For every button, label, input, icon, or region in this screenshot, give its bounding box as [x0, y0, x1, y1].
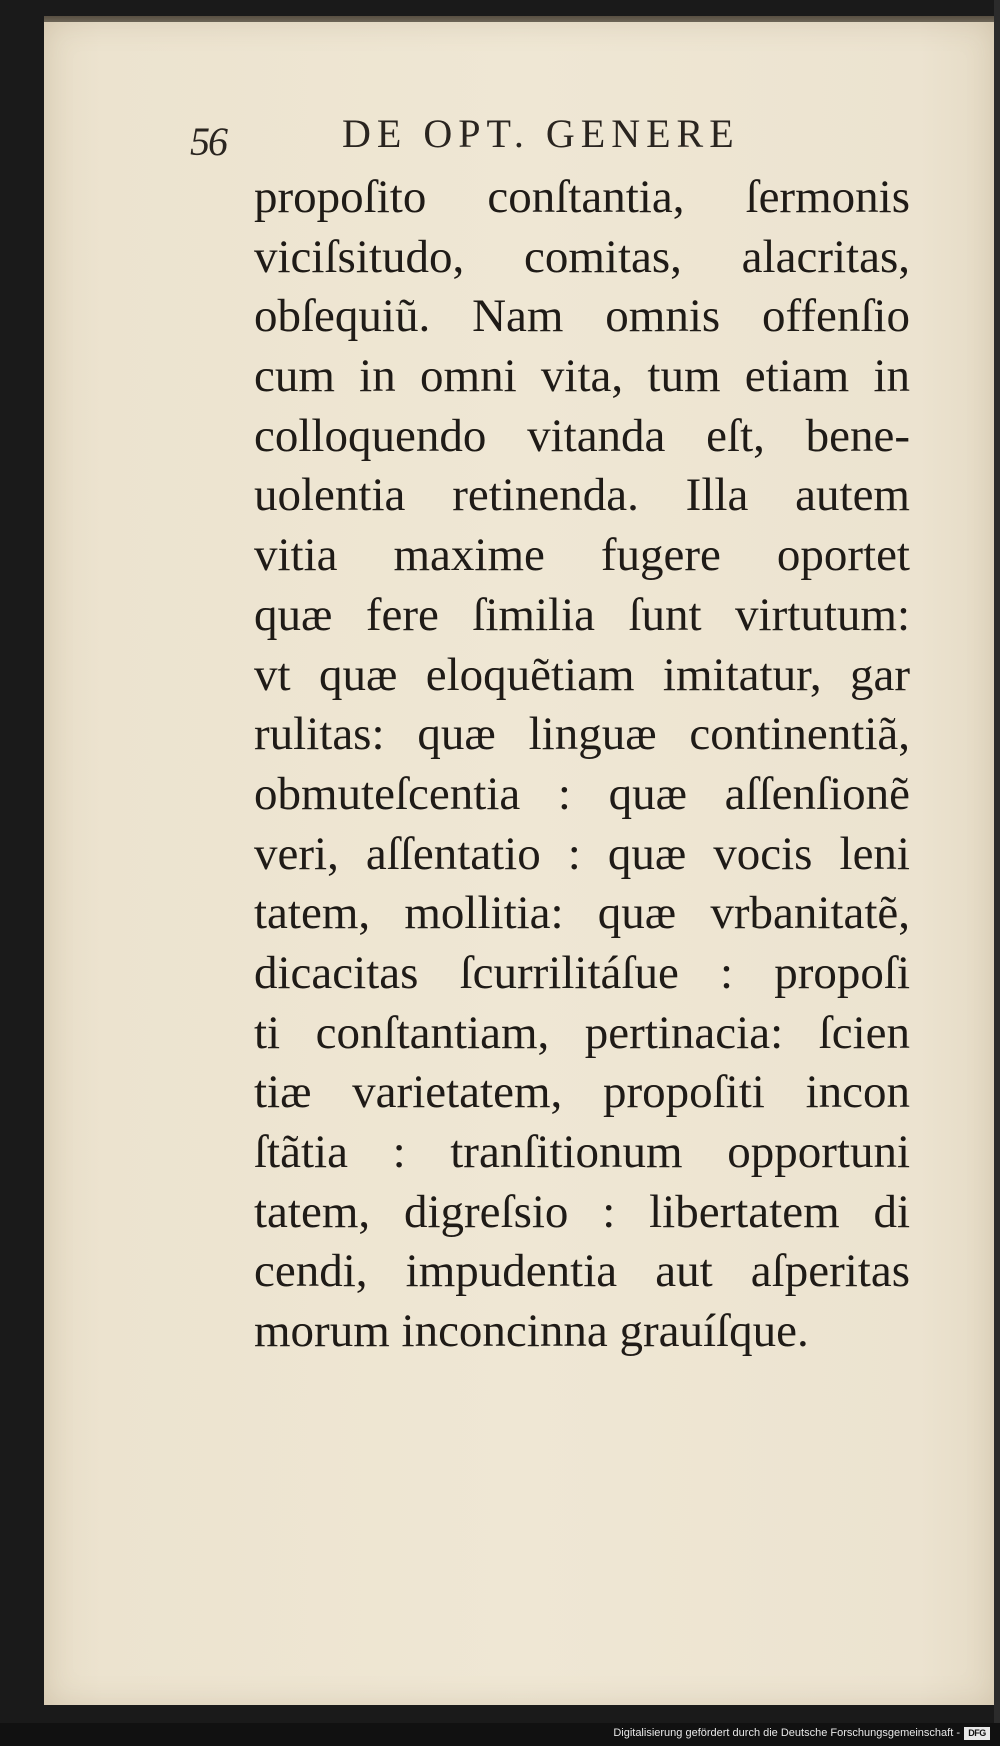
text-line: quæ fere ſimilia ſunt virtutum:	[254, 588, 910, 641]
text-line: cum in omni vita, tum etiam in	[254, 350, 910, 403]
text-line: obſequiũ. Nam omnis offenſio	[254, 290, 910, 343]
text-line: veri, aſſentatio : quæ vocis leni	[254, 827, 910, 880]
text-line: tiæ varietatem, propoſiti incon	[254, 1066, 910, 1119]
running-head: DE OPT. GENERE	[342, 111, 740, 156]
page-number: 56	[190, 119, 226, 164]
text-line: colloquendo vitanda eſt, bene-	[254, 409, 910, 462]
text-line: tatem, mollitia: quæ vrbanitatẽ,	[254, 887, 910, 940]
text-line: cendi, impudentia aut aſperitas	[254, 1245, 910, 1298]
text-line: vitia maxime fugere oportet	[254, 529, 910, 582]
body-text	[254, 168, 910, 1362]
text-line: rulitas: quæ linguæ continentiã,	[254, 708, 910, 761]
text-line: dicacitas ſcurrilitáſue : propoſi	[254, 946, 910, 999]
text-line: obmuteſcentia : quæ aſſenſionẽ	[254, 767, 910, 820]
text-line: propoſito conſtantia, ſermonis	[254, 171, 910, 223]
digitization-credit: Digitalisierung gefördert durch die Deutsche Forschungsgemeinschaft -	[613, 1727, 960, 1739]
text-line: ſtãtia : tranſitionum opportuni	[254, 1126, 910, 1178]
text-line: tatem, digreſsio : libertatem di	[254, 1185, 910, 1238]
text-line: morum inconcinna grauíſque.	[254, 1305, 809, 1358]
dfg-logo: DFG	[964, 1727, 990, 1740]
text-line: uolentia retinenda. Illa autem	[254, 469, 910, 522]
text-line: ti conſtantiam, pertinacia: ſcien	[254, 1006, 910, 1059]
text-line: vt quæ eloquẽtiam imitatur, gar	[254, 648, 910, 701]
binding-edge	[994, 0, 1000, 1746]
text-line: viciſsitudo, comitas, alacritas,	[254, 230, 910, 283]
